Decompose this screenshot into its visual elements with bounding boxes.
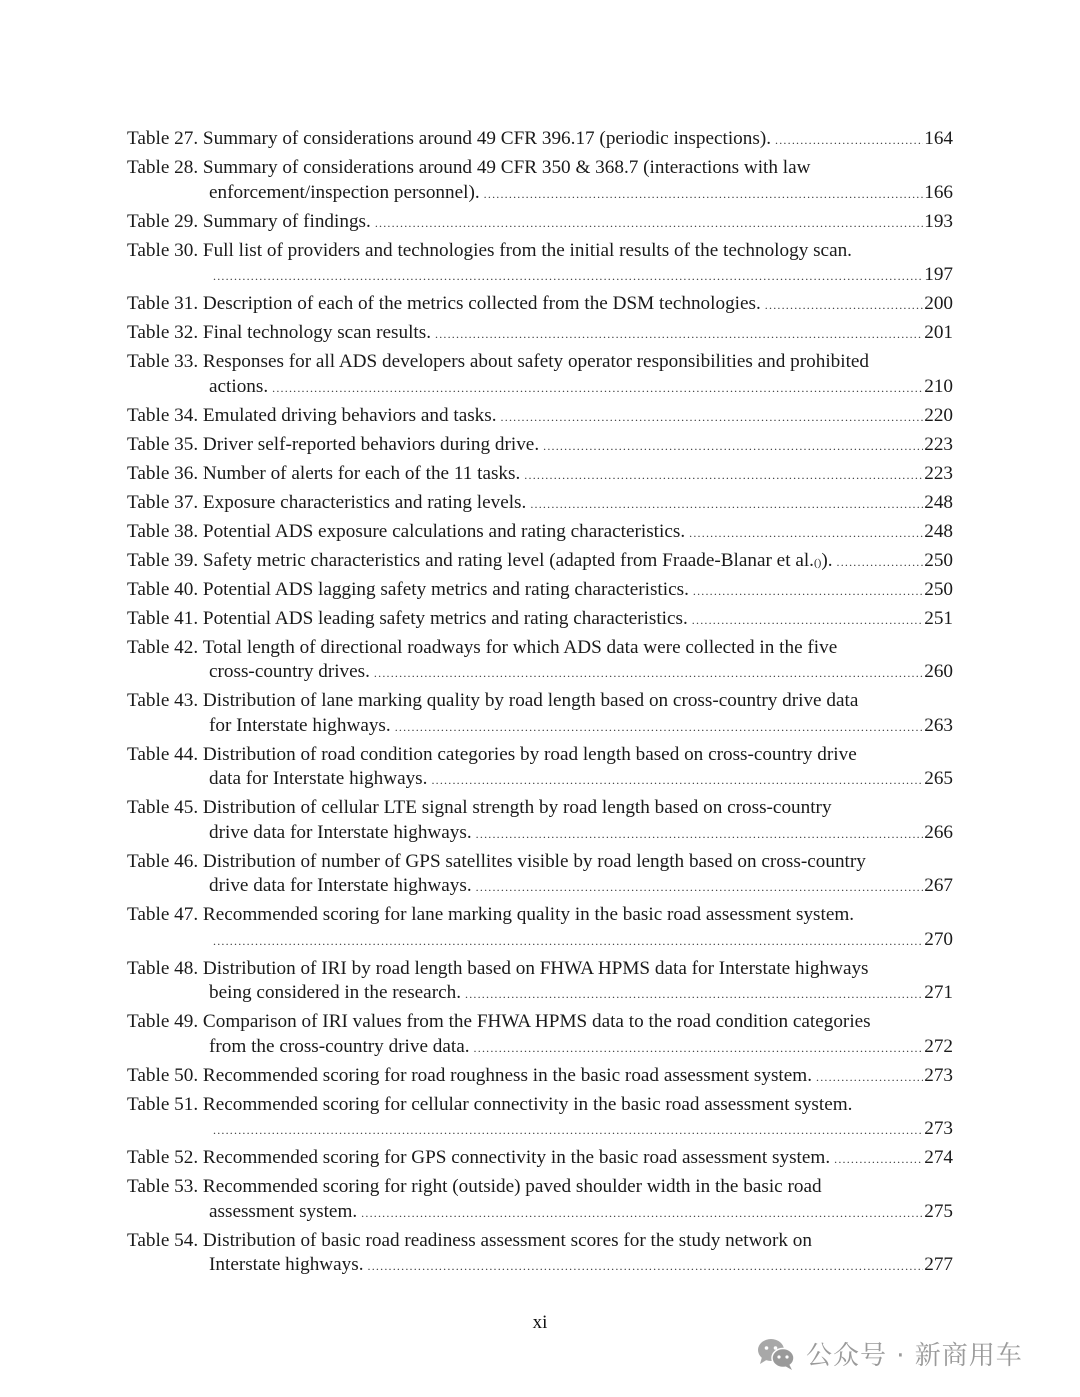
toc-entry-title: Safety metric characteristics and rating level (adapted from Fraade-Blanar et al. (202, 549, 814, 571)
toc-entry[interactable] (127, 1093, 953, 1143)
toc-entry-label: Table 43. (127, 690, 199, 711)
toc-entry-page: 274 (924, 1147, 953, 1168)
dot-leader (501, 405, 924, 430)
toc-entry-label: Table 38. (127, 520, 199, 542)
dot-leader (484, 182, 924, 207)
dot-leader (465, 982, 923, 1007)
dot-leader (213, 264, 923, 289)
toc-entry-label: Table 46. (127, 850, 199, 872)
toc-entry-page: 201 (924, 322, 953, 343)
toc-entry-page: 166 (924, 181, 953, 203)
toc-entry[interactable] (127, 321, 953, 347)
dot-leader (775, 128, 923, 153)
dot-leader (837, 550, 924, 575)
wechat-icon (756, 1337, 796, 1371)
toc-entry-label: Table 29. (127, 210, 199, 232)
toc-entry-page: 220 (924, 404, 953, 426)
toc-entry-title-cont: drive data for Interstate highways. (209, 821, 472, 843)
toc-entry-page: 273 (924, 1118, 953, 1139)
toc-entry-label: Table 33. (127, 351, 199, 372)
dot-leader (431, 768, 923, 793)
toc-entry-page: 277 (924, 1254, 953, 1275)
toc-entry-page: 248 (924, 520, 953, 542)
toc-entry[interactable] (127, 1010, 953, 1060)
toc-entry-title: Distribution of cellular LTE signal strength by road length based on cross-country (202, 797, 832, 818)
dot-leader (816, 1065, 923, 1090)
dot-leader (476, 822, 924, 847)
dot-leader (692, 608, 923, 633)
toc-entry-page: 272 (924, 1035, 953, 1057)
toc-entry-page: 251 (924, 607, 953, 629)
toc-entry-title: Exposure characteristics and rating levels. (202, 491, 527, 513)
toc-entry-title: Summary of considerations around 49 CFR 396.17 (periodic inspections). (202, 128, 772, 149)
toc-entry-page: 164 (924, 128, 953, 149)
toc-entry-label: Table 40. (127, 578, 199, 600)
dot-leader (765, 293, 923, 318)
toc-entry-title: Distribution of IRI by road length based on FHWA HPMS data for Interstate highways (202, 957, 869, 979)
toc-entry-label: Table 54. (127, 1229, 199, 1251)
toc-entry-title-cont: Interstate highways. (209, 1254, 364, 1275)
toc-entry-title: Recommended scoring for GPS connectivity in the basic road assessment system. (202, 1147, 831, 1168)
toc-entry[interactable] (127, 350, 953, 400)
toc-entry[interactable] (127, 156, 953, 206)
toc-entry-page: 250 (924, 578, 953, 600)
toc-entry-title: Description of each of the metrics collected from the DSM technologies. (202, 293, 761, 314)
toc-entry-title-suffix: ). (821, 549, 833, 571)
toc-entry-label: Table 47. (127, 904, 199, 925)
toc-entry[interactable] (127, 433, 953, 459)
toc-entry-page: 275 (924, 1200, 953, 1222)
toc-entry[interactable] (127, 520, 953, 546)
watermark-text: 公众号 · 新商用车 (806, 1341, 1023, 1371)
dot-leader (476, 875, 924, 900)
toc-entry-page: 248 (924, 491, 953, 513)
toc-entry[interactable] (127, 636, 953, 686)
toc-entry-title: Recommended scoring for lane marking quality in the basic road assessment system. (202, 904, 855, 925)
toc-entry-page: 200 (924, 293, 953, 314)
toc-entry[interactable] (127, 462, 953, 488)
toc-entry[interactable] (127, 292, 953, 318)
toc-entry[interactable] (127, 957, 953, 1007)
toc-entry-title: Total length of directional roadways for which ADS data were collected in the five (202, 636, 838, 658)
toc-entry[interactable] (127, 404, 953, 430)
toc-entry-label: Table 39. (127, 549, 199, 571)
toc-entry[interactable] (127, 491, 953, 517)
toc-entry-page: 273 (924, 1064, 953, 1086)
toc-entry-label: Table 44. (127, 743, 199, 765)
toc-entry-page: 260 (924, 661, 953, 682)
toc-entry-title: Number of alerts for each of the 11 tasks. (202, 462, 521, 484)
toc-entry[interactable] (127, 127, 953, 153)
toc-entry-title-cont: actions. (209, 375, 269, 397)
page-number: xi (532, 1312, 548, 1333)
toc-entry-title: Comparison of IRI values from the FHWA HPMS data to the road condition categories (202, 1011, 871, 1032)
toc-entry-title: Potential ADS lagging safety metrics and rating characteristics. (202, 578, 689, 600)
dot-leader (361, 1201, 923, 1226)
toc-entry[interactable] (127, 689, 953, 739)
toc-entry[interactable] (127, 1146, 953, 1172)
toc-entry-title: Summary of considerations around 49 CFR 350 & 368.7 (interactions with law (202, 157, 811, 178)
toc-entry-page: 267 (924, 875, 953, 896)
toc-entry-label: Table 48. (127, 957, 199, 979)
toc-entry-label: Table 52. (127, 1147, 199, 1168)
toc-entry-page: 265 (924, 768, 953, 789)
dot-leader (435, 322, 923, 347)
toc-entry-title: Distribution of road condition categories by road length based on cross-country drive (202, 743, 857, 765)
toc-entry-title: Emulated driving behaviors and tasks. (202, 404, 497, 426)
toc-entry-title: Recommended scoring for right (outside) paved shoulder width in the basic road (202, 1176, 822, 1197)
dot-leader (693, 579, 923, 604)
toc-entry-title: Potential ADS leading safety metrics and rating characteristics. (202, 607, 688, 629)
toc-entry[interactable] (127, 796, 953, 846)
toc-entry-title: Full list of providers and technologies from the initial results of the technology scan. (202, 239, 852, 261)
watermark (756, 1335, 1023, 1372)
toc-entry-title-cont: being considered in the research. (209, 982, 461, 1003)
toc-entry[interactable] (127, 578, 953, 604)
toc-entry-title: Summary of findings. (202, 210, 371, 232)
toc-entry-page: 250 (924, 549, 953, 571)
toc-entry-label: Table 28. (127, 157, 199, 178)
toc-entry-label: Table 49. (127, 1011, 199, 1032)
toc-entry[interactable] (127, 239, 953, 289)
toc-entry-title-cont: assessment system. (209, 1200, 358, 1222)
toc-entry-title: Driver self-reported behaviors during drive. (202, 433, 540, 455)
toc-entry-page: 210 (924, 375, 953, 397)
table-of-contents (127, 127, 953, 1282)
toc-entry-label: Table 45. (127, 797, 199, 818)
toc-entry-title: Recommended scoring for cellular connectivity in the basic road assessment system. (202, 1093, 853, 1115)
toc-entry-label: Table 37. (127, 491, 199, 513)
toc-entry-label: Table 36. (127, 462, 199, 484)
dot-leader (689, 521, 923, 546)
toc-entry-title: Distribution of number of GPS satellites visible by road length based on cross-country (202, 850, 866, 872)
toc-entry-title: Final technology scan results. (202, 322, 431, 343)
toc-entry-title: Distribution of basic road readiness assessment scores for the study network on (202, 1229, 812, 1251)
toc-entry-title-cont: for Interstate highways. (209, 714, 391, 736)
toc-entry-label: Table 34. (127, 404, 199, 426)
toc-entry-label: Table 53. (127, 1176, 199, 1197)
toc-entry-page: 263 (924, 714, 953, 736)
toc-entry[interactable] (127, 850, 953, 900)
toc-entry-page: 223 (924, 433, 953, 455)
toc-entry-page: 270 (924, 928, 953, 950)
toc-entry-label: Table 27. (127, 128, 199, 149)
dot-leader (395, 715, 924, 740)
toc-entry[interactable] (127, 1229, 953, 1279)
toc-entry[interactable] (127, 903, 953, 953)
toc-entry-label: Table 51. (127, 1093, 199, 1115)
toc-entry-title-cont: drive data for Interstate highways. (209, 875, 472, 896)
toc-entry[interactable] (127, 1175, 953, 1225)
toc-entry-label: Table 32. (127, 322, 199, 343)
toc-entry[interactable]: Table 39. Safety metric characteristics and rating level (adapted from Fraade-Blanar et al. () ). ..... 250 (127, 549, 953, 575)
toc-entry-page: 266 (924, 821, 953, 843)
toc-entry-label: Table 35. (127, 433, 199, 455)
toc-entry[interactable] (127, 1064, 953, 1090)
dot-leader (213, 929, 923, 954)
dot-leader (374, 661, 923, 686)
dot-leader (213, 1118, 923, 1143)
toc-entry-title: Potential ADS exposure calculations and rating characteristics. (202, 520, 686, 542)
toc-entry-label: Table 50. (127, 1064, 199, 1086)
toc-entry-title-cont: cross-country drives. (209, 661, 370, 682)
toc-entry-label: Table 41. (127, 607, 199, 629)
toc-entry-title: Recommended scoring for road roughness in the basic road assessment system. (202, 1064, 812, 1086)
toc-entry[interactable] (127, 210, 953, 236)
toc-entry-page: 223 (924, 462, 953, 484)
toc-entry-title-cont: from the cross-country drive data. (209, 1035, 470, 1057)
toc-entry-page: 193 (924, 210, 953, 232)
toc-entry-title-cont: enforcement/inspection personnel). (209, 181, 480, 203)
toc-entry-label: Table 42. (127, 636, 199, 658)
toc-entry[interactable] (127, 607, 953, 633)
dot-leader (543, 434, 923, 459)
toc-entry[interactable] (127, 743, 953, 793)
dot-leader (530, 492, 923, 517)
dot-leader (272, 376, 923, 401)
dot-leader (375, 211, 923, 236)
toc-entry-label: Table 30. (127, 239, 199, 261)
toc-entry-title: Responses for all ADS developers about safety operator responsibilities and prohibited (202, 351, 870, 372)
toc-entry-title: Distribution of lane marking quality by road length based on cross-country drive data (202, 690, 859, 711)
toc-entry-page: 271 (924, 982, 953, 1003)
toc-entry-title-cont: data for Interstate highways. (209, 768, 428, 789)
dot-leader (368, 1254, 924, 1279)
dot-leader (834, 1147, 923, 1172)
dot-leader (524, 463, 923, 488)
toc-entry-page: 197 (924, 264, 953, 285)
dot-leader (474, 1036, 924, 1061)
toc-entry-label: Table 31. (127, 293, 199, 314)
